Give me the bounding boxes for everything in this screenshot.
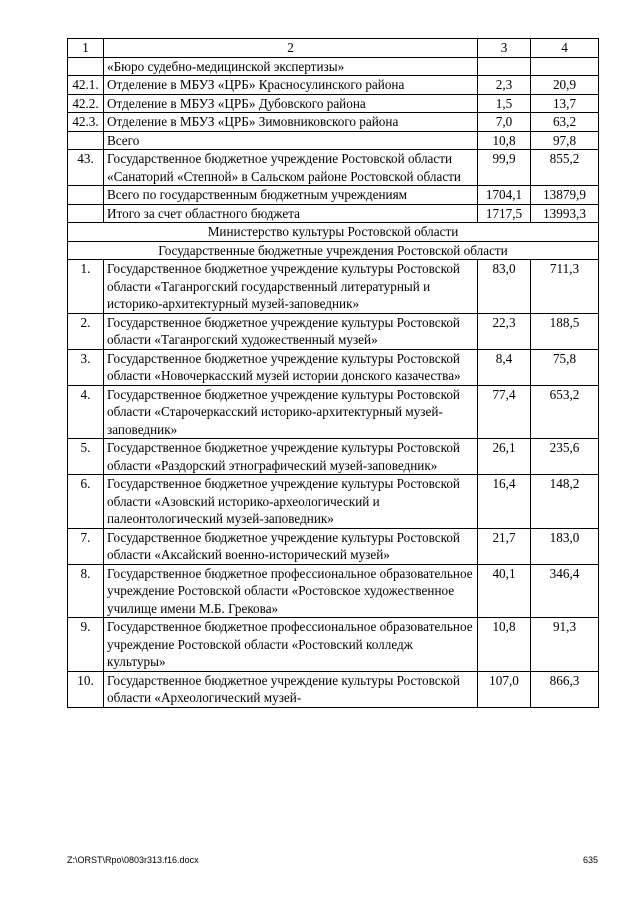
- row-value-3: 10,8: [478, 618, 531, 672]
- table-row: [68, 76, 599, 95]
- row-value-4: 346,4: [531, 564, 599, 618]
- table-row: [68, 528, 599, 564]
- row-value-3: 8,4: [478, 349, 531, 385]
- row-number: 42.3.: [68, 113, 104, 132]
- row-number: 5.: [68, 439, 104, 475]
- table-row: [68, 671, 599, 707]
- row-name: Государственное бюджетное учреждение культуры Ростовской области «Таганрогский государственный литературный и историко-архитектурный музей-заповедник»: [104, 260, 478, 314]
- row-value-3: 1717,5: [478, 204, 531, 223]
- row-number: 6.: [68, 475, 104, 529]
- row-value-4: 148,2: [531, 475, 599, 529]
- row-value-3: 10,8: [478, 131, 531, 150]
- row-name: Итого за счет областного бюджета: [104, 204, 478, 223]
- row-name: Государственное бюджетное профессиональное образовательное учреждение Ростовской области «Ростовское художественное училище имени М.Б. Грекова»: [104, 564, 478, 618]
- row-number: [68, 57, 104, 76]
- row-number: 7.: [68, 528, 104, 564]
- row-value-3: 21,7: [478, 528, 531, 564]
- section-subtitle-row: [68, 241, 599, 260]
- table-row: [68, 94, 599, 113]
- footer-page-number: 635: [582, 855, 598, 865]
- row-number: 9.: [68, 618, 104, 672]
- row-number: [68, 204, 104, 223]
- table-row: [68, 349, 599, 385]
- row-value-3: 83,0: [478, 260, 531, 314]
- header-col-2: 2: [104, 39, 478, 58]
- row-name: Всего по государственным бюджетным учреждениям: [104, 186, 478, 205]
- row-number: 2.: [68, 313, 104, 349]
- table-row: [68, 113, 599, 132]
- row-name: Государственное бюджетное учреждение культуры Ростовской области «Аксайский военно-исторический музей»: [104, 528, 478, 564]
- row-name: Отделение в МБУЗ «ЦРБ» Зимовниковского района: [104, 113, 478, 132]
- row-value-4: 188,5: [531, 313, 599, 349]
- row-name: Государственное бюджетное учреждение Ростовской области «Санаторий «Степной» в Сальском районе Ростовской области: [104, 150, 478, 186]
- row-value-3: 77,4: [478, 385, 531, 439]
- row-number: 8.: [68, 564, 104, 618]
- header-col-1: 1: [68, 39, 104, 58]
- row-value-4: 13993,3: [531, 204, 599, 223]
- row-name: Государственное бюджетное учреждение культуры Ростовской области «Таганрогский художественный музей»: [104, 313, 478, 349]
- row-value-4: 13879,9: [531, 186, 599, 205]
- footer-file-path: Z:\ORST\Rpo\0803r313.f16.docx: [67, 855, 199, 865]
- table-row: [68, 439, 599, 475]
- table-row: [68, 204, 599, 223]
- header-col-3: 3: [478, 39, 531, 58]
- row-number: 42.2.: [68, 94, 104, 113]
- row-value-3: 7,0: [478, 113, 531, 132]
- row-value-4: 653,2: [531, 385, 599, 439]
- row-number: 1.: [68, 260, 104, 314]
- row-name: Государственное бюджетное учреждение культуры Ростовской области «Азовский историко-археологический и палеонтологический музей-заповедник»: [104, 475, 478, 529]
- row-value-3: 107,0: [478, 671, 531, 707]
- row-name: Государственное бюджетное учреждение культуры Ростовской области «Археологический музей-: [104, 671, 478, 707]
- row-number: 10.: [68, 671, 104, 707]
- row-value-3: [478, 57, 531, 76]
- row-value-4: 235,6: [531, 439, 599, 475]
- row-number: 4.: [68, 385, 104, 439]
- row-value-3: 99,9: [478, 150, 531, 186]
- row-value-4: 13,7: [531, 94, 599, 113]
- row-value-3: 2,3: [478, 76, 531, 95]
- header-col-4: 4: [531, 39, 599, 58]
- budget-table: [67, 38, 599, 708]
- row-value-3: 26,1: [478, 439, 531, 475]
- row-name: Всего: [104, 131, 478, 150]
- row-name: Государственное бюджетное учреждение культуры Ростовской области «Новочеркасский музей истории донского казачества»: [104, 349, 478, 385]
- table-row: [68, 475, 599, 529]
- section-title: Министерство культуры Ростовской области: [68, 223, 599, 242]
- table-row: [68, 131, 599, 150]
- row-number: [68, 131, 104, 150]
- row-name: Государственное бюджетное учреждение культуры Ростовской области «Раздорский этнографический музей-заповедник»: [104, 439, 478, 475]
- row-number: 42.1.: [68, 76, 104, 95]
- row-name: «Бюро судебно-медицинской экспертизы»: [104, 57, 478, 76]
- row-value-4: 855,2: [531, 150, 599, 186]
- row-value-4: 183,0: [531, 528, 599, 564]
- row-value-4: 20,9: [531, 76, 599, 95]
- table-row: [68, 564, 599, 618]
- row-number: 43.: [68, 150, 104, 186]
- row-value-4: 97,8: [531, 131, 599, 150]
- row-value-4: 866,3: [531, 671, 599, 707]
- table-row: [68, 260, 599, 314]
- section-title-row: [68, 223, 599, 242]
- row-value-3: 1704,1: [478, 186, 531, 205]
- row-name: Отделение в МБУЗ «ЦРБ» Красносулинского района: [104, 76, 478, 95]
- table-row: [68, 186, 599, 205]
- row-value-4: 63,2: [531, 113, 599, 132]
- row-value-4: 91,3: [531, 618, 599, 672]
- row-name: Государственное бюджетное профессиональное образовательное учреждение Ростовской области «Ростовский колледж культуры»: [104, 618, 478, 672]
- row-number: 3.: [68, 349, 104, 385]
- table-header-row: [68, 39, 599, 58]
- row-value-3: 16,4: [478, 475, 531, 529]
- table-row: [68, 57, 599, 76]
- row-value-3: 1,5: [478, 94, 531, 113]
- table-row: [68, 385, 599, 439]
- table-row: [68, 618, 599, 672]
- section-subtitle: Государственные бюджетные учреждения Ростовской области: [68, 241, 599, 260]
- row-value-3: 40,1: [478, 564, 531, 618]
- row-value-4: 711,3: [531, 260, 599, 314]
- row-name: Государственное бюджетное учреждение культуры Ростовской области «Старочеркасский историко-архитектурный музей-заповедник»: [104, 385, 478, 439]
- table-row: [68, 150, 599, 186]
- row-value-4: 75,8: [531, 349, 599, 385]
- row-name: Отделение в МБУЗ «ЦРБ» Дубовского района: [104, 94, 478, 113]
- row-number: [68, 186, 104, 205]
- table-row: [68, 313, 599, 349]
- row-value-3: 22,3: [478, 313, 531, 349]
- row-value-4: [531, 57, 599, 76]
